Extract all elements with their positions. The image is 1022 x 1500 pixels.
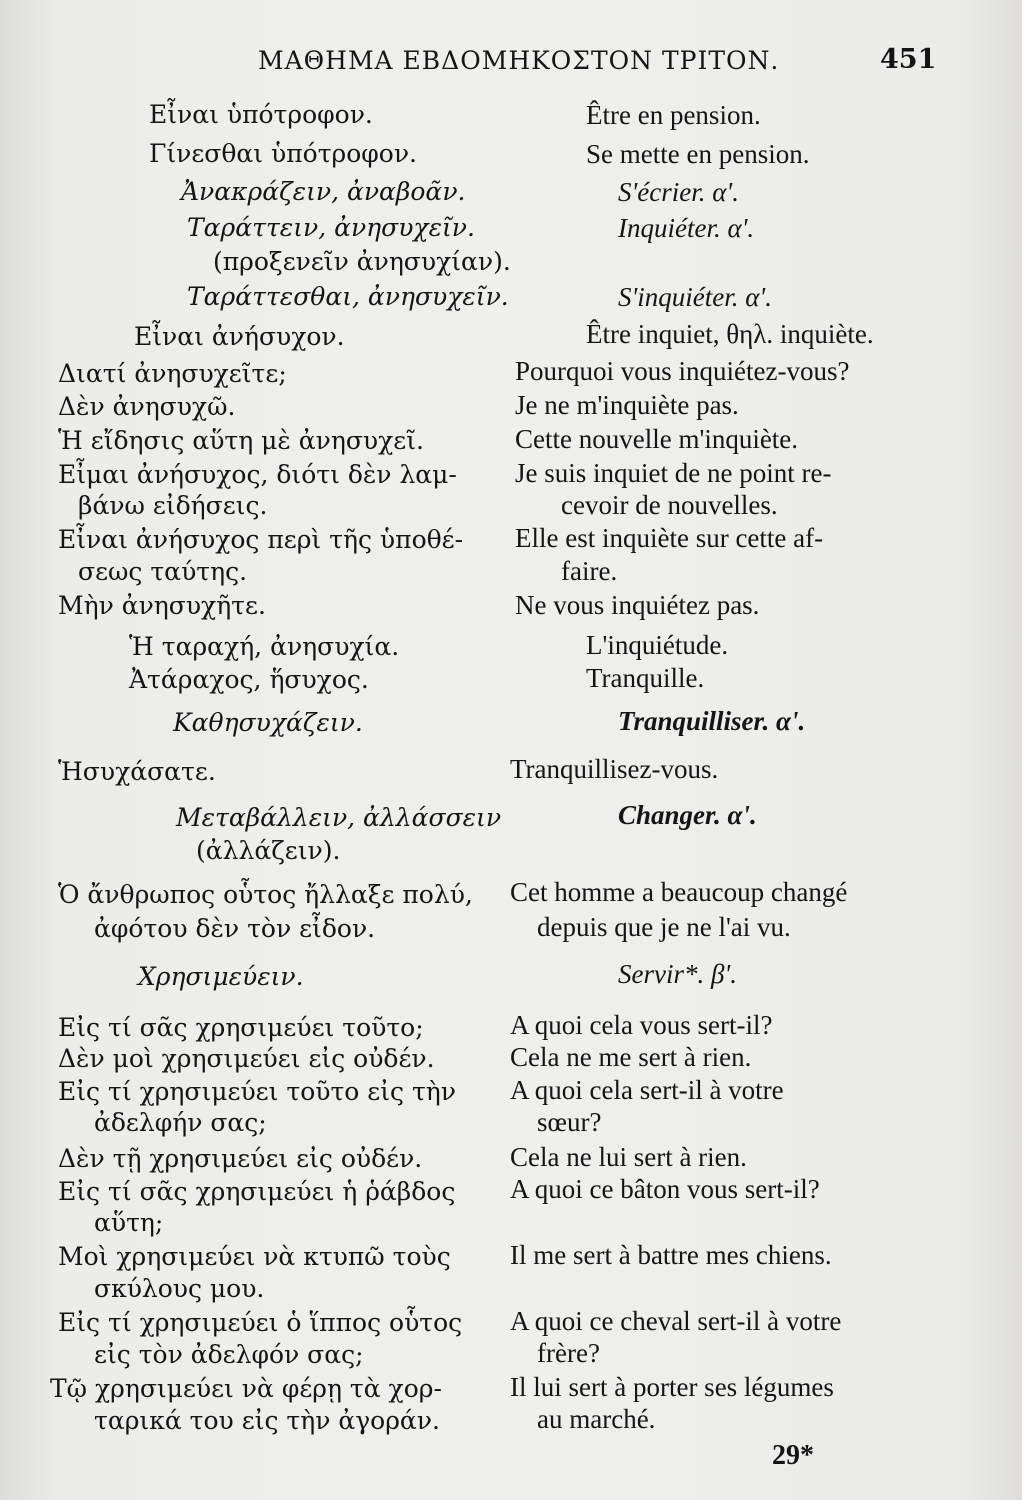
greek-line: σκύλους μου. xyxy=(94,1274,265,1303)
french-headword: Changer. α'. xyxy=(618,800,757,830)
french-line: cevoir de nouvelles. xyxy=(561,490,778,520)
greek-line: ταρικά του εἰς τὴν ἀγοράν. xyxy=(94,1406,440,1435)
french-line: Être en pension. xyxy=(586,100,761,130)
french-line: A quoi cela sert-il à votre xyxy=(510,1075,784,1105)
greek-line: Δὲν ἀνησυχῶ. xyxy=(58,392,236,421)
greek-line: Ὁ ἄνθρωπος οὗτος ἤλλαξε πολύ, xyxy=(58,880,473,909)
french-headword: Inquiéter. α'. xyxy=(618,213,755,243)
greek-headword: Καθησυχάζειν. xyxy=(173,708,363,737)
page-number: 451 xyxy=(880,44,937,75)
french-line: Elle est inquiète sur cette af- xyxy=(515,523,824,553)
greek-line: Δὲν μοὶ χρησιμεύει εἰς οὐδέν. xyxy=(58,1044,435,1073)
french-line: Cet homme a beaucoup changé xyxy=(510,877,848,907)
french-line: au marché. xyxy=(537,1404,656,1434)
french-line: A quoi ce cheval sert-il à votre xyxy=(510,1306,842,1336)
greek-line: Μὴν ἀνησυχῆτε. xyxy=(58,591,266,620)
french-line: Tranquillisez-vous. xyxy=(510,754,719,784)
french-line: Ne vous inquiétez pas. xyxy=(515,590,760,620)
french-line: Cela ne me sert à rien. xyxy=(510,1042,752,1072)
greek-headword: Μεταβάλλειν, ἀλλάσσειν xyxy=(176,803,502,832)
french-headword: S'inquiéter. α'. xyxy=(618,282,772,312)
signature-mark: 29* xyxy=(772,1440,814,1471)
french-line: Je ne m'inquiète pas. xyxy=(515,390,739,420)
greek-line: (προξενεῖν ἀνησυχίαν). xyxy=(213,247,511,276)
greek-headword: Ταράττεσθαι, ἀνησυχεῖν. xyxy=(187,282,509,311)
french-line: A quoi cela vous sert-il? xyxy=(510,1010,773,1040)
french-headword: Servir*. β'. xyxy=(618,959,737,989)
french-line: L'inquiétude. xyxy=(586,630,729,660)
french-line: Pourquoi vous inquiétez-vous? xyxy=(515,356,850,386)
greek-line: σεως ταύτης. xyxy=(78,557,248,586)
greek-line: Εἰς τί χρησιμεύει ὁ ἵππος οὗτος xyxy=(58,1308,463,1337)
greek-line: Ἀτάραχος, ἥσυχος. xyxy=(129,665,369,694)
french-line: Se mette en pension. xyxy=(586,139,810,169)
french-line: sœur? xyxy=(537,1107,602,1137)
french-line: faire. xyxy=(561,556,618,586)
french-line: Cela ne lui sert à rien. xyxy=(510,1142,747,1172)
greek-line: Εἰς τί σᾶς χρησιμεύει τοῦτο; xyxy=(58,1013,424,1042)
french-headword: Tranquilliser. α'. xyxy=(618,706,806,736)
greek-line: αὕτη; xyxy=(94,1208,164,1237)
french-line: A quoi ce bâton vous sert-il? xyxy=(510,1174,820,1204)
greek-line: Ἡ ταραχή, ἀνησυχία. xyxy=(129,632,400,661)
french-headword: S'écrier. α'. xyxy=(618,177,739,207)
greek-line: Μοὶ χρησιμεύει νὰ κτυπῶ τοὺς xyxy=(58,1242,451,1271)
greek-line: ἀδελφήν σας; xyxy=(94,1108,267,1137)
greek-line: Εἶναι ἀνήσυχος περὶ τῆς ὑποθέ- xyxy=(58,525,464,554)
french-line: Je suis inquiet de ne point re- xyxy=(515,458,832,488)
greek-line: Εἶναι ἀνήσυχον. xyxy=(134,322,345,351)
greek-line: (ἀλλάζειν). xyxy=(196,836,341,865)
french-line: frère? xyxy=(537,1338,600,1368)
greek-line: βάνω εἰδήσεις. xyxy=(78,491,268,520)
french-line: Il lui sert à porter ses légumes xyxy=(510,1372,834,1402)
greek-line: Τῷ χρησιμεύει νὰ φέρῃ τὰ χορ- xyxy=(50,1374,442,1403)
french-line: Être inquiet, θηλ. inquiète. xyxy=(586,319,874,349)
greek-line: Εἶμαι ἀνήσυχος, διότι δὲν λαμ- xyxy=(58,460,457,489)
greek-line: Γίνεσθαι ὑπότροφον. xyxy=(149,139,418,168)
french-line: Cette nouvelle m'inquiète. xyxy=(515,424,799,454)
greek-line: ἀφότου δὲν τὸν εἶδον. xyxy=(94,914,376,943)
french-line: Il me sert à battre mes chiens. xyxy=(510,1240,832,1270)
page-header xyxy=(0,42,1022,82)
greek-headword: Χρησιμεύειν. xyxy=(138,962,304,991)
greek-headword: Ταράττειν, ἀνησυχεῖν. xyxy=(187,213,475,242)
greek-line: Εἰς τί χρησιμεύει τοῦτο εἰς τὴν xyxy=(58,1077,456,1106)
greek-line: Διατί ἀνησυχεῖτε; xyxy=(58,359,287,388)
greek-line: Εἶναι ὑπότροφον. xyxy=(149,100,373,129)
french-line: depuis que je ne l'ai vu. xyxy=(537,912,791,942)
greek-line: εἰς τὸν ἀδελφόν σας; xyxy=(94,1340,364,1369)
running-title: ΜΑΘΗΜΑ ΕΒΔΟΜΗΚΟΣΤΟΝ ΤΡΙΤΟΝ. xyxy=(258,46,780,75)
greek-line: Δὲν τῇ χρησιμεύει εἰς οὐδέν. xyxy=(58,1144,423,1173)
greek-line: Ἡσυχάσατε. xyxy=(58,757,216,786)
greek-line: Ἡ εἴδησις αὕτη μὲ ἀνησυχεῖ. xyxy=(58,426,424,455)
greek-line: Εἰς τί σᾶς χρησιμεύει ἡ ῥάβδος xyxy=(58,1177,456,1206)
french-line: Tranquille. xyxy=(586,663,705,693)
greek-headword: Ἀνακράζειν, ἀναβοᾶν. xyxy=(181,177,466,206)
